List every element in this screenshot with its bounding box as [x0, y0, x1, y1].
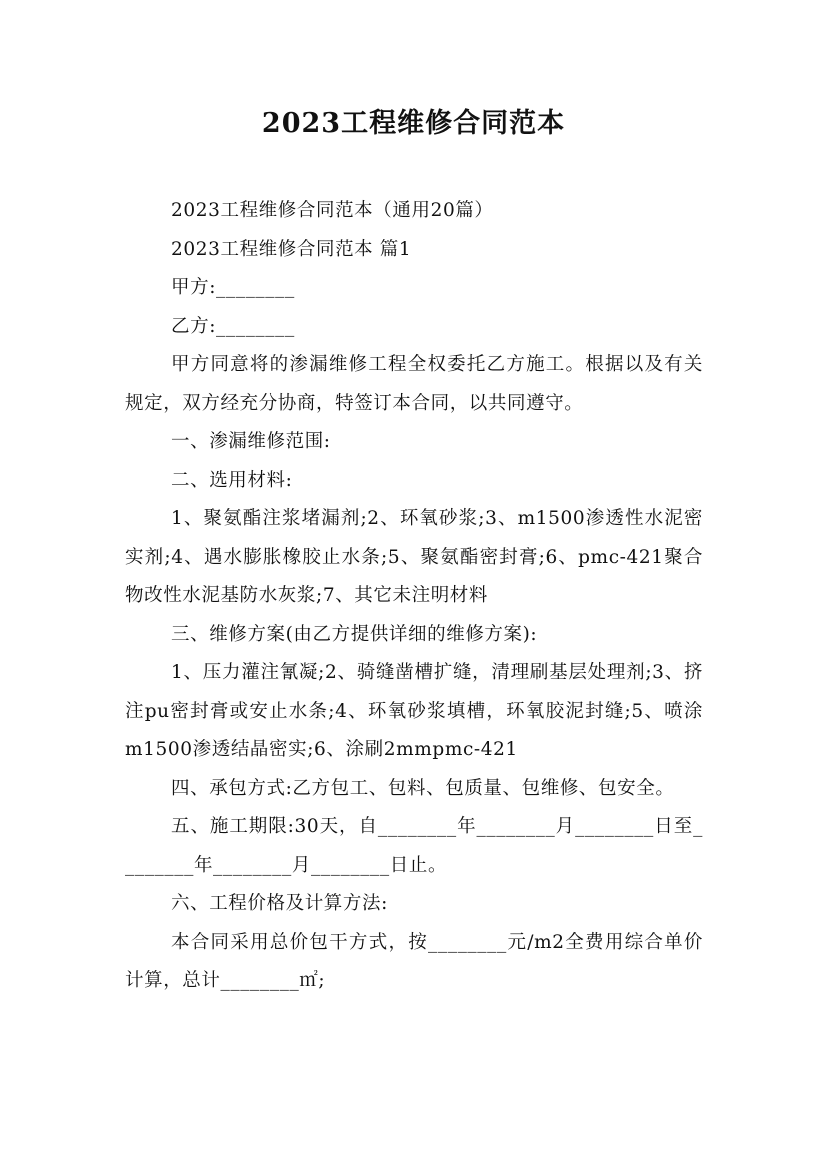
section-heading: 2023工程维修合同范本 篇1: [171, 238, 412, 260]
party-a-line: 甲方:________: [171, 277, 295, 298]
clause-plan: 三、维修方案(由乙方提供详细的维修方案):: [171, 623, 538, 645]
price-paragraph: 本合同采用总价包干方式，按________元/m2全费用综合单价计算，总计________㎡;: [125, 931, 703, 991]
document-title: 2023工程维修合同范本: [261, 108, 566, 139]
document-body: [125, 192, 703, 1001]
subtitle-paragraph: 2023工程维修合同范本（通用20篇）: [171, 200, 494, 221]
plan-list: 1、压力灌注氰凝;2、骑缝凿槽扩缝，清理刷基层处理剂;3、挤注pu密封膏或安止水条;4、环氧砂浆填槽，环氧胶泥封缝;5、喷涂m1500渗透结晶密实;6、涂刷2mmpmc-421: [125, 662, 703, 760]
clause-price: 六、工程价格及计算方法:: [171, 893, 388, 914]
clause-contracting: 四、承包方式:乙方包工、包料、包质量、包维修、包安全。: [171, 777, 675, 799]
clause-period: 五、施工期限:30天，自________年________月________日至________年________月________日止。: [125, 816, 703, 876]
clause-scope: 一、渗漏维修范围:: [171, 431, 331, 452]
intro-paragraph: 甲方同意将的渗漏维修工程全权委托乙方施工。根据以及有关规定，双方经充分协商，特签订本合同，以共同遵守。: [125, 354, 703, 414]
party-b-line: 乙方:________: [171, 315, 295, 337]
materials-list: 1、聚氨酯注浆堵漏剂;2、环氧砂浆;3、m1500渗透性水泥密实剂;4、遇水膨胀橡胶止水条;5、聚氨酯密封膏;6、pmc-421聚合物改性水泥基防水灰浆;7、其它未注明材料: [125, 508, 703, 606]
clause-materials: 二、选用材料:: [171, 469, 293, 491]
